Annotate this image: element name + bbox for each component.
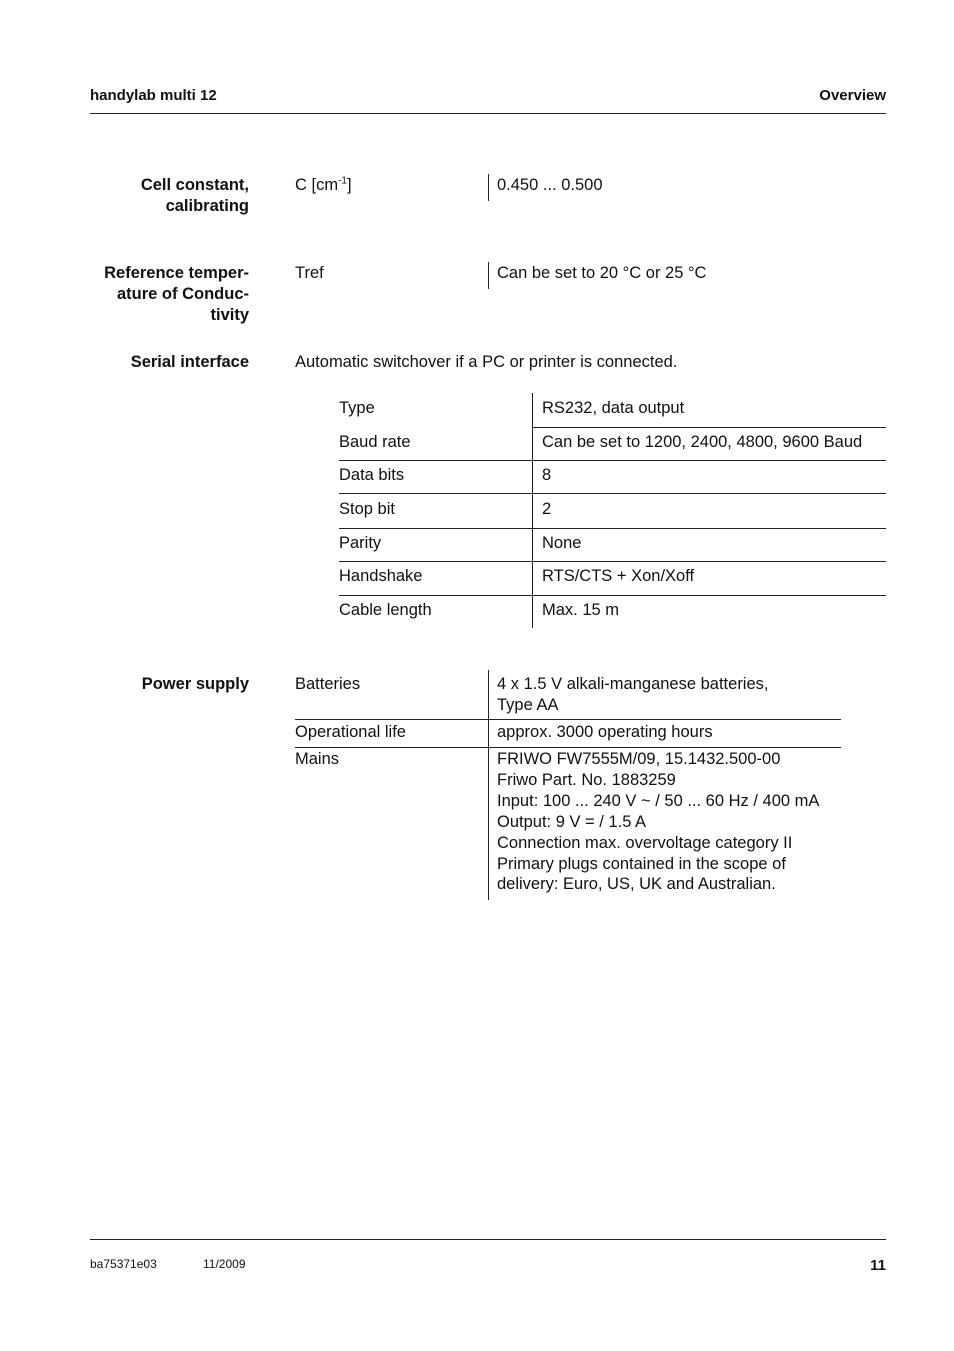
serial-table-divider	[532, 393, 533, 628]
reference-temp-divider	[488, 262, 489, 289]
cell-constant-value: 0.450 ... 0.500	[497, 176, 603, 194]
footer-rule	[90, 1239, 886, 1240]
reference-temp-label: Reference temper- ature of Conduc- tivity	[104, 264, 249, 324]
power-table-divider	[488, 670, 489, 900]
footer-date: 11/2009	[203, 1257, 246, 1271]
header-title: handylab multi 12	[90, 87, 217, 104]
serial-interface-table: Type RS232, data output Baud rate Can be set to 1200, 2400, 4800, 9600 Baud Data bits 8 Stop bit 2 Parity None Handshake RTS/CTS + Xon/Xoff Cable length Max. 15 m	[339, 393, 886, 628]
reference-temp-value: Can be set to 20 °C or 25 °C	[497, 264, 707, 282]
header-rule	[90, 113, 886, 114]
power-supply-table: Batteries 4 x 1.5 V alkali-manganese batteries, Type AA Operational life approx. 3000 operating hours Mains FRIWO FW7555M/09, 15.1432.500-00 Friwo Part. No. 1883259 Input: 100 ... 240 V ~ / 50 ... 60 Hz / 400 mA Output: 9 V = / 1.5 A Connection max. overvoltage category II Primary plugs contained in the scope of delivery: Euro, US, UK and Australian.	[295, 670, 841, 900]
power-supply-label: Power supply	[141, 675, 249, 693]
serial-interface-description: Automatic switchover if a PC or printer is connected.	[295, 353, 678, 371]
page-number: 11	[870, 1257, 886, 1274]
reference-temp-param: Tref	[295, 264, 324, 282]
serial-interface-label: Serial interface	[130, 353, 249, 371]
footer-doc-id: ba75371e03	[90, 1257, 157, 1271]
cell-constant-param: C $[cm^{-1}]$	[295, 175, 352, 194]
cell-constant-divider	[488, 174, 489, 201]
header-section: Overview	[819, 87, 886, 104]
cell-constant-label: Cell constant, calibrating	[140, 176, 249, 215]
